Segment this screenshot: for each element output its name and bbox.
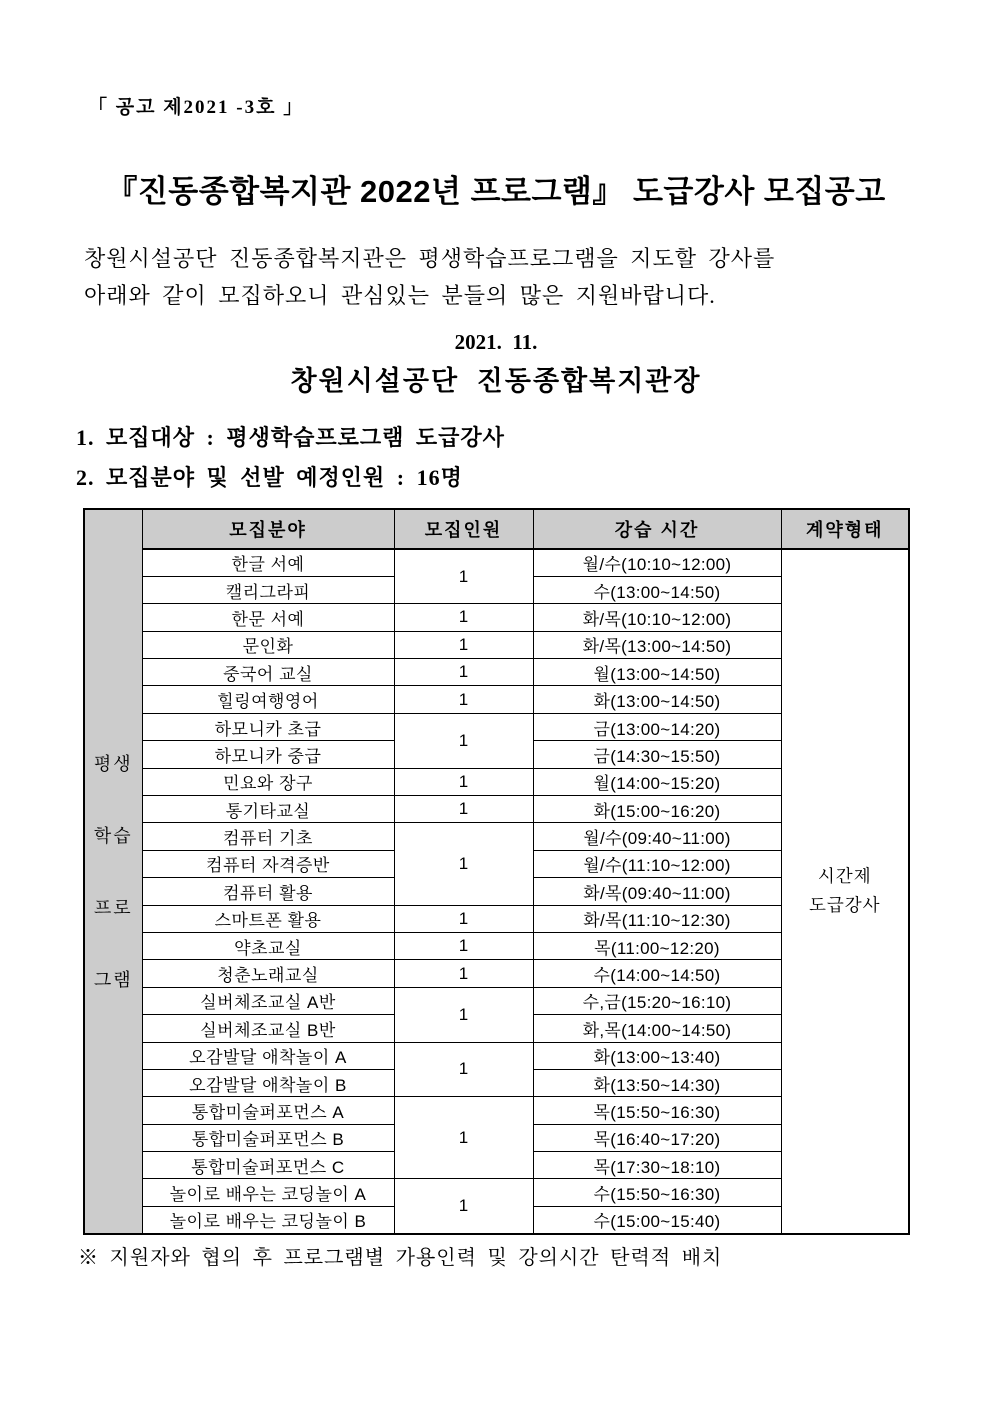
item-recruit-target: 1. 모집대상 : 평생학습프로그램 도급강사 [76,425,505,450]
time-cell: 화(13:00~13:40) [533,1042,781,1069]
col-header-count: 모집인원 [394,509,533,549]
time-cell: 목(11:00~12:20) [533,932,781,959]
count-cell: 1 [394,686,533,713]
field-cell: 실버체조교실 B반 [142,1015,394,1042]
program-table-body [84,509,909,1234]
field-cell: 약초교실 [142,932,394,959]
time-cell: 화/목(13:00~14:50) [533,631,781,658]
field-cell: 오감발달 애착놀이 A [142,1042,394,1069]
field-cell: 오감발달 애착놀이 B [142,1069,394,1096]
time-cell: 화/목(10:10~12:00) [533,604,781,631]
col-header-field: 모집분야 [142,509,394,549]
count-cell: 1 [394,823,533,905]
time-cell: 화/목(09:40~11:00) [533,878,781,905]
time-cell: 화(15:00~16:20) [533,796,781,823]
col-header-time: 강습 시간 [533,509,781,549]
field-cell: 하모니카 중급 [142,741,394,768]
time-cell: 월/수(11:10~12:00) [533,850,781,877]
time-cell: 목(15:50~16:30) [533,1097,781,1124]
count-cell: 1 [394,659,533,686]
side-label-line: 프로 [93,898,133,919]
time-cell: 수(14:00~14:50) [533,960,781,987]
time-cell: 수,금(15:20~16:10) [533,987,781,1014]
side-label-line: 학습 [93,826,133,847]
program-table [83,508,910,1235]
field-cell: 한글 서예 [142,549,394,576]
side-category-cell [84,509,142,1234]
col-header-contract: 계약형태 [781,509,909,549]
time-cell: 월/수(10:10~12:00) [533,549,781,576]
item-recruit-fields: 2. 모집분야 및 선발 예정인원 : 16명 [76,465,463,490]
time-cell: 화,목(14:00~14:50) [533,1015,781,1042]
time-cell: 수(13:00~14:50) [533,576,781,603]
field-cell: 놀이로 배우는 코딩놀이 B [142,1206,394,1233]
field-cell: 통합미술퍼포먼스 A [142,1097,394,1124]
count-cell: 1 [394,987,533,1042]
count-cell: 1 [394,713,533,768]
time-cell: 화(13:00~14:50) [533,686,781,713]
count-cell: 1 [394,549,533,604]
intro-line-2: 아래와 같이 모집하오니 관심있는 분들의 많은 지원바랍니다. [84,283,716,308]
table-header-row [84,509,909,549]
count-cell: 1 [394,631,533,658]
time-cell: 화/목(11:10~12:30) [533,905,781,932]
side-label-line: 그램 [93,970,133,991]
field-cell: 힐링여행영어 [142,686,394,713]
time-cell: 금(14:30~15:50) [533,741,781,768]
field-cell: 청춘노래교실 [142,960,394,987]
time-cell: 목(17:30~18:10) [533,1152,781,1179]
field-cell: 문인화 [142,631,394,658]
count-cell: 1 [394,960,533,987]
time-cell: 월(14:00~15:20) [533,768,781,795]
field-cell: 스마트폰 활용 [142,905,394,932]
date-line: 2021. 11. [454,330,538,354]
table-row [84,549,909,576]
field-cell: 컴퓨터 활용 [142,878,394,905]
field-cell: 놀이로 배우는 코딩놀이 A [142,1179,394,1206]
field-cell: 중국어 교실 [142,659,394,686]
intro-line-1: 창원시설공단 진동종합복지관은 평생학습프로그램을 지도할 강사를 [84,246,776,271]
field-cell: 컴퓨터 자격증반 [142,850,394,877]
contract-line: 도급강사 [808,895,881,916]
time-cell: 월/수(09:40~11:00) [533,823,781,850]
side-label-line: 평생 [93,754,133,775]
page-title: 『진동종합복지관 2022년 프로그램』 도급강사 모집공고 [106,174,886,209]
contract-type-cell [781,549,909,1234]
count-cell: 1 [394,604,533,631]
count-cell: 1 [394,796,533,823]
issuer-line: 창원시설공단 진동종합복지관장 [290,366,702,396]
count-cell: 1 [394,932,533,959]
field-cell: 한문 서예 [142,604,394,631]
count-cell: 1 [394,1097,533,1179]
field-cell: 하모니카 초급 [142,713,394,740]
time-cell: 화(13:50~14:30) [533,1069,781,1096]
time-cell: 금(13:00~14:20) [533,713,781,740]
intro-paragraph [84,240,775,314]
count-cell: 1 [394,768,533,795]
field-cell: 통합미술퍼포먼스 B [142,1124,394,1151]
time-cell: 목(16:40~17:20) [533,1124,781,1151]
count-cell: 1 [394,905,533,932]
time-cell: 수(15:00~15:40) [533,1206,781,1233]
contract-line: 시간제 [817,866,872,887]
count-cell: 1 [394,1179,533,1234]
time-cell: 월(13:00~14:50) [533,659,781,686]
field-cell: 통합미술퍼포먼스 C [142,1152,394,1179]
field-cell: 컴퓨터 기초 [142,823,394,850]
time-cell: 수(15:50~16:30) [533,1179,781,1206]
footnote: ※ 지원자와 협의 후 프로그램별 가용인력 및 강의시간 탄력적 배치 [78,1247,723,1269]
field-cell: 캘리그라피 [142,576,394,603]
field-cell: 통기타교실 [142,796,394,823]
count-cell: 1 [394,1042,533,1097]
field-cell: 민요와 장구 [142,768,394,795]
field-cell: 실버체조교실 A반 [142,987,394,1014]
notice-number: 「 공고 제2021 -3호 」 [88,97,305,118]
